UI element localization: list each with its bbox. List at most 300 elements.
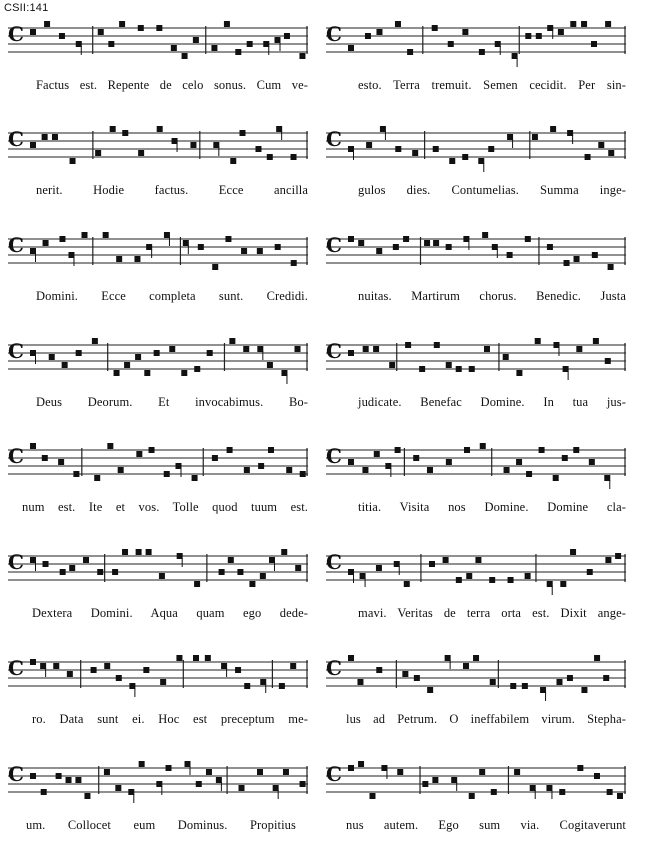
neume [224, 21, 230, 27]
neume [194, 581, 200, 587]
staff [326, 18, 626, 62]
neume [139, 761, 145, 767]
neume [143, 667, 149, 673]
c-clef: C [326, 338, 342, 363]
neume [44, 21, 50, 27]
neume [443, 557, 449, 563]
neume [463, 663, 469, 669]
c-clef: C [8, 655, 24, 680]
neume [469, 793, 475, 799]
neume [456, 577, 462, 583]
neume [407, 49, 413, 55]
c-clef: C [326, 21, 342, 46]
neume [446, 459, 452, 465]
neume [348, 655, 354, 661]
neume [75, 777, 81, 783]
neume [374, 451, 380, 457]
neume [603, 675, 609, 681]
neume [194, 366, 200, 372]
neume [41, 789, 47, 795]
neume [489, 577, 495, 583]
staff [326, 652, 626, 696]
neume [433, 146, 439, 152]
neume [30, 659, 36, 665]
neume [348, 765, 354, 771]
neume [228, 557, 234, 563]
neume [422, 781, 428, 787]
neume [414, 675, 420, 681]
neume [136, 549, 142, 555]
neume [82, 232, 88, 238]
neume [432, 25, 438, 31]
neume [469, 366, 475, 372]
neume [576, 346, 582, 352]
neume [136, 451, 142, 457]
neume [449, 158, 455, 164]
c-clef: C [8, 338, 24, 363]
neume [122, 549, 128, 555]
neume [516, 459, 522, 465]
staff [8, 652, 308, 696]
neume [249, 581, 255, 587]
neume [525, 236, 531, 242]
neume [592, 252, 598, 258]
neume [146, 549, 152, 555]
neume [42, 455, 48, 461]
neume [605, 358, 611, 364]
neume [525, 33, 531, 39]
neume [556, 679, 562, 685]
neume [389, 362, 395, 368]
neume [66, 777, 72, 783]
neume [570, 549, 576, 555]
neume [212, 264, 218, 270]
neume [91, 667, 97, 673]
neume [98, 29, 104, 35]
staff [326, 123, 626, 167]
staff [326, 229, 626, 273]
neume [58, 459, 64, 465]
chant-system-2 [326, 123, 626, 223]
neume [207, 350, 213, 356]
neume [427, 687, 433, 693]
neume [369, 793, 375, 799]
neume [479, 769, 485, 775]
neume [473, 655, 479, 661]
neume [466, 573, 472, 579]
neume [60, 569, 66, 575]
staff [8, 229, 308, 273]
lyric-line: gulos dies. Contumelias. Summa inge- [358, 183, 626, 197]
neume [397, 769, 403, 775]
chant-system-8 [326, 758, 626, 858]
c-clef: C [8, 761, 24, 786]
neume [112, 569, 118, 575]
neume [299, 53, 305, 59]
neume [395, 21, 401, 27]
neume [206, 769, 212, 775]
neume [536, 33, 542, 39]
neume [484, 346, 490, 352]
neume [490, 679, 496, 685]
neume [376, 248, 382, 254]
neume [358, 240, 364, 246]
neume [235, 49, 241, 55]
neume [412, 150, 418, 156]
neume [617, 793, 623, 799]
neume [193, 655, 199, 661]
chant-system-8 [8, 758, 308, 858]
neume [157, 126, 163, 132]
neume [404, 581, 410, 587]
neume [608, 150, 614, 156]
neume [365, 33, 371, 39]
neume [560, 581, 566, 587]
neume [605, 21, 611, 27]
neume [149, 447, 155, 453]
neume [166, 765, 172, 771]
neume [594, 773, 600, 779]
neume [260, 573, 266, 579]
neume [348, 236, 354, 242]
lyric-line: nus autem. Ego sum via. Cogitaverunt [346, 818, 626, 832]
neume [30, 142, 36, 148]
chant-system-5 [8, 440, 308, 540]
neume [376, 667, 382, 673]
neume [581, 21, 587, 27]
right-column [326, 0, 626, 842]
neume [76, 350, 82, 356]
lyric-line: um. Collocet eum Dominus. Propitius [26, 818, 296, 832]
neume [212, 455, 218, 461]
neume [507, 252, 513, 258]
neume [49, 354, 55, 360]
neume [176, 655, 182, 661]
neume [562, 455, 568, 461]
neume [257, 769, 263, 775]
neume [464, 447, 470, 453]
neume [138, 25, 144, 31]
neume [598, 142, 604, 148]
lyric-line: ro. Data sunt ei. Hoc est preceptum me- [32, 712, 308, 726]
lyric-line: esto. Terra tremuit. Semen cecidit. Per sin- [358, 78, 626, 92]
c-clef: C [326, 232, 342, 257]
neume [124, 362, 130, 368]
neume [73, 471, 79, 477]
neume [53, 663, 59, 669]
staff [8, 123, 308, 167]
neume [593, 338, 599, 344]
neume [581, 687, 587, 693]
neume [193, 37, 199, 43]
neume [475, 557, 481, 563]
lyric-line: Domini. Ecce completa sunt. Credidi. [36, 289, 308, 303]
lyric-line: judicate. Benefac Domine. In tua jus- [358, 395, 626, 409]
neume [550, 126, 556, 132]
lyric-line: num est. Ite et vos. Tolle quod tuum est. [22, 500, 308, 514]
neume [275, 244, 281, 250]
neume [446, 244, 452, 250]
neume [134, 256, 140, 262]
neume [357, 679, 363, 685]
neume [95, 150, 101, 156]
lyric-line: titia. Visita nos Domine. Domine cla- [358, 500, 626, 514]
neume [159, 573, 165, 579]
neume [30, 443, 36, 449]
neume [225, 236, 231, 242]
neume [366, 142, 372, 148]
neume [589, 459, 595, 465]
neume [605, 557, 611, 563]
neume [227, 447, 233, 453]
neume [300, 781, 306, 787]
neume [564, 260, 570, 266]
neume [181, 370, 187, 376]
neume [522, 683, 528, 689]
chant-system-5 [326, 440, 626, 540]
neume [429, 561, 435, 567]
neume [171, 45, 177, 51]
neume [526, 471, 532, 477]
chant-system-6 [326, 546, 626, 646]
neume [362, 467, 368, 473]
staff [326, 758, 626, 802]
neume [70, 158, 76, 164]
lyric-line: nuitas. Martirum chorus. Benedic. Justa [358, 289, 626, 303]
neume [585, 154, 591, 160]
neume [427, 467, 433, 473]
c-clef: C [8, 126, 24, 151]
neume [196, 781, 202, 787]
neume [119, 21, 125, 27]
neume [281, 549, 287, 555]
neume [539, 447, 545, 453]
neume [118, 467, 124, 473]
neume [300, 471, 306, 477]
chant-system-4 [326, 335, 626, 435]
neume [240, 130, 246, 136]
neume [67, 671, 73, 677]
neume [553, 475, 559, 481]
neume [291, 260, 297, 266]
neume [30, 773, 36, 779]
neume [52, 134, 58, 140]
neume [290, 663, 296, 669]
neume [205, 655, 211, 661]
neume [424, 240, 430, 246]
neume [567, 675, 573, 681]
c-clef: C [326, 549, 342, 574]
neume [267, 362, 273, 368]
c-clef: C [326, 761, 342, 786]
neume [104, 769, 110, 775]
neume [30, 29, 36, 35]
neume [59, 33, 65, 39]
neume [482, 232, 488, 238]
neume [239, 785, 245, 791]
staff [326, 335, 626, 379]
neume [558, 29, 564, 35]
neume [433, 240, 439, 246]
neume [110, 126, 116, 132]
neume [591, 41, 597, 47]
neume [363, 346, 369, 352]
neume [190, 142, 196, 148]
neume [268, 447, 274, 453]
neume [83, 557, 89, 563]
chant-system-7 [8, 652, 308, 752]
chant-system-4 [8, 335, 308, 435]
neume [559, 789, 565, 795]
neume [348, 459, 354, 465]
neume [376, 565, 382, 571]
lyric-line: Deus Deorum. Et invocabimus. Bo- [36, 395, 308, 409]
staff [8, 758, 308, 802]
neume [393, 244, 399, 250]
neume [607, 789, 613, 795]
neume [237, 569, 243, 575]
chant-system-2 [8, 123, 308, 223]
c-clef: C [326, 443, 342, 468]
neume [154, 350, 160, 356]
neume [295, 346, 301, 352]
neume [577, 765, 583, 771]
neume [160, 679, 166, 685]
neume [434, 342, 440, 348]
neume [514, 769, 520, 775]
neume [235, 667, 241, 673]
neume [403, 236, 409, 242]
lyric-line: Dextera Domini. Aqua quam ego dede- [32, 606, 308, 620]
neume [43, 240, 49, 246]
neume [348, 350, 354, 356]
neume [104, 663, 110, 669]
neume [94, 475, 100, 481]
chant-system-3 [326, 229, 626, 329]
neume [138, 150, 144, 156]
neume [229, 338, 235, 344]
c-clef: C [326, 126, 342, 151]
neume [284, 33, 290, 39]
chant-system-3 [8, 229, 308, 329]
neume [376, 29, 382, 35]
neume [116, 256, 122, 262]
neume [103, 232, 109, 238]
neume [503, 354, 509, 360]
neume [608, 264, 614, 270]
neume [574, 256, 580, 262]
lyric-line: lus ad Petrum. O ineffabilem virum. Stepha- [346, 712, 626, 726]
staff [8, 18, 308, 62]
neume [587, 569, 593, 575]
neume [413, 455, 419, 461]
c-clef: C [8, 549, 24, 574]
neume [198, 244, 204, 250]
neume [43, 561, 49, 567]
neume [107, 443, 113, 449]
staff [8, 440, 308, 484]
neume [547, 244, 553, 250]
neume [448, 41, 454, 47]
neume [419, 366, 425, 372]
neume [510, 683, 516, 689]
neume [69, 565, 75, 571]
neume [62, 362, 68, 368]
lyric-line: mavi. Veritas de terra orta est. Dixit ange- [358, 606, 626, 620]
neume [462, 29, 468, 35]
lyric-line: Factus est. Repente de celo sonus. Cum ve- [36, 78, 308, 92]
neume [164, 471, 170, 477]
neume [488, 146, 494, 152]
neume [479, 49, 485, 55]
neume [504, 467, 510, 473]
neume [169, 346, 175, 352]
neume [56, 773, 62, 779]
c-clef: C [8, 232, 24, 257]
neume [243, 346, 249, 352]
neume [258, 463, 264, 469]
neume [267, 154, 273, 160]
staff [326, 440, 626, 484]
neume [219, 569, 225, 575]
neume [244, 683, 250, 689]
neume [144, 370, 150, 376]
neume [257, 248, 263, 254]
neume [373, 346, 379, 352]
chant-system-1 [8, 18, 308, 118]
neume [42, 134, 48, 140]
neume [446, 362, 452, 368]
staff [326, 546, 626, 590]
neume [192, 475, 198, 481]
neume [570, 21, 576, 27]
lyric-line: nerit. Hodie factus. Ecce ancilla [36, 183, 308, 197]
neume [122, 130, 128, 136]
c-clef: C [8, 21, 24, 46]
neume [615, 553, 621, 559]
neume [97, 569, 103, 575]
neume [295, 565, 301, 571]
neume [480, 443, 486, 449]
neume [156, 25, 162, 31]
neume [244, 467, 250, 473]
neume [535, 338, 541, 344]
neume [402, 671, 408, 677]
neume [456, 366, 462, 372]
neume [135, 354, 141, 360]
neume [516, 370, 522, 376]
c-clef: C [8, 443, 24, 468]
neume [594, 655, 600, 661]
chant-system-1 [326, 18, 626, 118]
neume [283, 769, 289, 775]
neume [247, 41, 253, 47]
neume [115, 785, 121, 791]
neume [395, 146, 401, 152]
neume [508, 577, 514, 583]
neume [182, 53, 188, 59]
neume [286, 467, 292, 473]
neume [348, 45, 354, 51]
neume [241, 248, 247, 254]
neume [114, 370, 120, 376]
neume [525, 573, 531, 579]
page-label: CSII:141 [4, 2, 49, 14]
c-clef: C [326, 655, 342, 680]
staff [8, 335, 308, 379]
neume [405, 342, 411, 348]
neume [84, 793, 90, 799]
